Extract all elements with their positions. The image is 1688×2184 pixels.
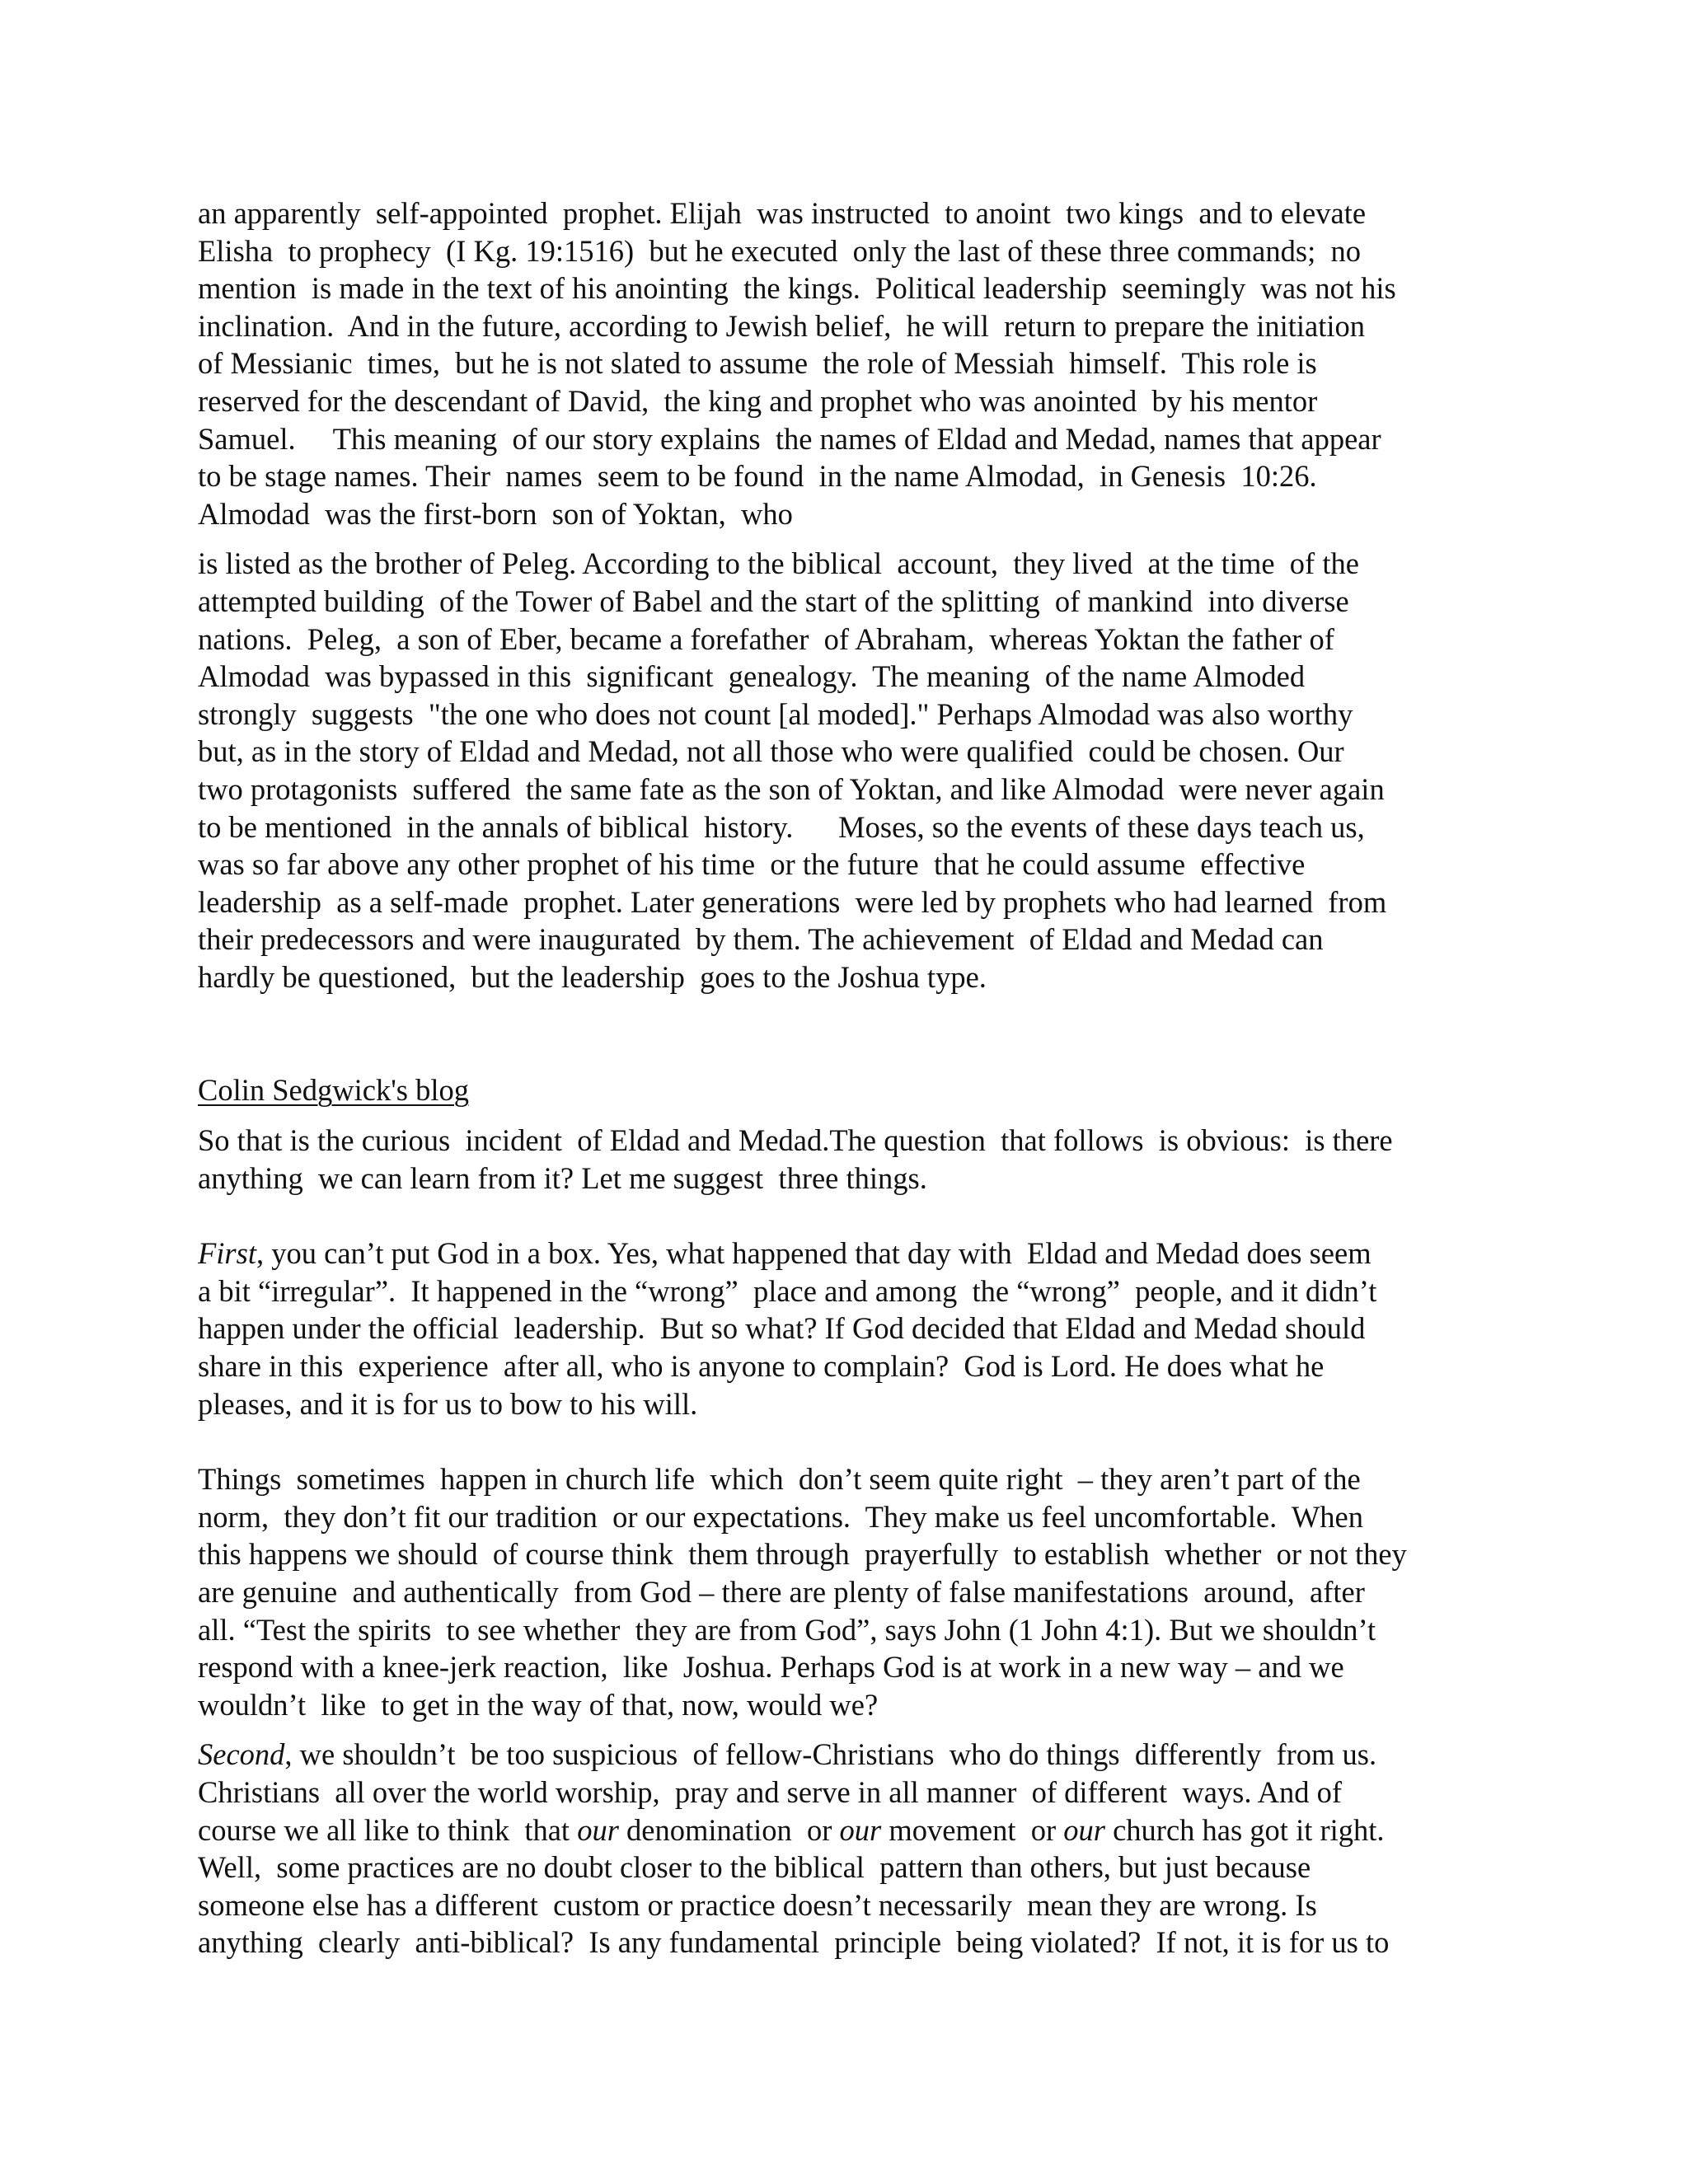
text-line: leadership as a self-made prophet. Later generations were led by prophets who had learned from — [198, 884, 1387, 919]
text-line: two protagonists suffered the same fate as the son of Yoktan, and like Almodad were never again — [198, 771, 1385, 806]
paragraph-first-point — [198, 1235, 1492, 1422]
text-line: a bit “irregular”. It happened in the “wrong” place and among the “wrong” people, and it didn’t — [198, 1273, 1377, 1308]
text-line: respond with a knee-jerk reaction, like Joshua. Perhaps God is at work in a new way – and we — [198, 1650, 1344, 1685]
text-line: norm, they don’t fit our tradition or our expectations. They make us feel uncomfortable. When — [198, 1499, 1364, 1534]
text-line: was so far above any other prophet of his time or the future that he could assume effective — [198, 847, 1306, 882]
text-line: So that is the curious incident of Eldad and Medad.The question that follows is obvious: is there — [198, 1123, 1393, 1158]
text-fragment: movement or — [881, 1812, 1064, 1847]
text-line: Well, some practices are no doubt closer to the biblical pattern than others, but just because — [198, 1850, 1311, 1885]
text-line: reserved for the descendant of David, the king and prophet who was anointed by his mentor — [198, 383, 1318, 418]
text-line: share in this experience after all, who is anyone to complain? God is Lord. He does what he — [198, 1349, 1325, 1384]
emphasis-our: our — [839, 1812, 882, 1847]
text-fragment: , we shouldn’t be too suspicious of fellow-Christians who do things differently from us. — [284, 1737, 1377, 1772]
text-line: anything we can learn from it? Let me suggest three things. — [198, 1160, 927, 1195]
text-fragment: course we all like to think that — [198, 1812, 578, 1847]
text-line: pleases, and it is for us to bow to his will. — [198, 1386, 698, 1421]
text-line: Christians all over the world worship, pray and serve in all manner of different ways. And of — [198, 1774, 1343, 1809]
text-line: mention is made in the text of his anointing the kings. Political leadership seemingly was not his — [198, 271, 1396, 306]
paragraph-church-life — [198, 1460, 1492, 1723]
text-line — [198, 1811, 1492, 1849]
paragraph-almodad-intro — [198, 194, 1492, 532]
text-line: nations. Peleg, a son of Eber, became a forefather of Abraham, whereas Yoktan the father of — [198, 621, 1334, 656]
text-line: Things sometimes happen in church life which don’t seem quite right – they aren’t part of the — [198, 1462, 1361, 1497]
blog-heading-link[interactable]: Colin Sedgwick's blog — [198, 1073, 469, 1108]
document-page — [198, 194, 1492, 1961]
text-line: to be stage names. Their names seem to be found in the name Almodad, in Genesis 10:26. — [198, 459, 1317, 494]
paragraph-peleg — [198, 545, 1492, 996]
text-line — [198, 1736, 1492, 1774]
emphasis-our: our — [1063, 1812, 1105, 1847]
text-fragment: church has got it right. — [1104, 1812, 1385, 1847]
first-lead-word: First — [198, 1236, 256, 1271]
text-fragment: denomination or — [618, 1812, 840, 1847]
text-line: happen under the official leadership. But so what? If God decided that Eldad and Medad should — [198, 1311, 1366, 1346]
text-line: Elisha to prophecy (I Kg. 19:1516) but he executed only the last of these three commands; no — [198, 233, 1361, 268]
text-line: anything clearly anti-biblical? Is any fundamental principle being violated? If not, it is for us to — [198, 1925, 1390, 1960]
text-line: of Messianic times, but he is not slated to assume the role of Messiah himself. This role is — [198, 346, 1317, 381]
text-line: Almodad was the first-born son of Yoktan, who — [198, 496, 793, 531]
text-line: Almodad was bypassed in this significant genealogy. The meaning of the name Almoded — [198, 659, 1306, 694]
second-lead-word: Second — [198, 1737, 285, 1772]
text-line: someone else has a different custom or practice doesn’t necessarily mean they are wrong. Is — [198, 1887, 1317, 1922]
text-line: to be mentioned in the annals of biblical history. Moses, so the events of these days teach us, — [198, 809, 1365, 844]
text-line: Samuel. This meaning of our story explains the names of Eldad and Medad, names that appear — [198, 421, 1381, 456]
text-line: are genuine and authentically from God – there are plenty of false manifestations around, after — [198, 1575, 1365, 1609]
text-line: their predecessors and were inaugurated by them. The achievement of Eldad and Medad can — [198, 922, 1324, 957]
text-line: strongly suggests "the one who does not count [al moded]." Perhaps Almodad was also worthy — [198, 696, 1353, 731]
text-line: attempted building of the Tower of Babel and the start of the splitting of mankind into diverse — [198, 583, 1349, 618]
text-line: but, as in the story of Eldad and Medad, not all those who were qualified could be chosen. Our — [198, 734, 1344, 769]
emphasis-our: our — [577, 1812, 619, 1847]
text-line: an apparently self-appointed prophet. Elijah was instructed to anoint two kings and to elevate — [198, 196, 1367, 230]
text-line: is listed as the brother of Peleg. According to the biblical account, they lived at the time of the — [198, 546, 1359, 581]
text-line: all. “Test the spirits to see whether they are from God”, says John (1 John 4:1). But we shouldn’t — [198, 1612, 1376, 1647]
paragraph-question — [198, 1122, 1492, 1197]
text-fragment: , you can’t put God in a box. Yes, what happened that day with Eldad and Medad does seem — [256, 1236, 1372, 1271]
text-line: hardly be questioned, but the leadership goes to the Joshua type. — [198, 959, 987, 994]
paragraph-second-point — [198, 1736, 1492, 1961]
text-line: inclination. And in the future, according to Jewish belief, he will return to prepare the initiation — [198, 308, 1366, 343]
text-line: wouldn’t like to get in the way of that, now, would we? — [198, 1687, 879, 1722]
text-line — [198, 1235, 1492, 1272]
text-line: this happens we should of course think them through prayerfully to establish whether or not they — [198, 1537, 1407, 1572]
